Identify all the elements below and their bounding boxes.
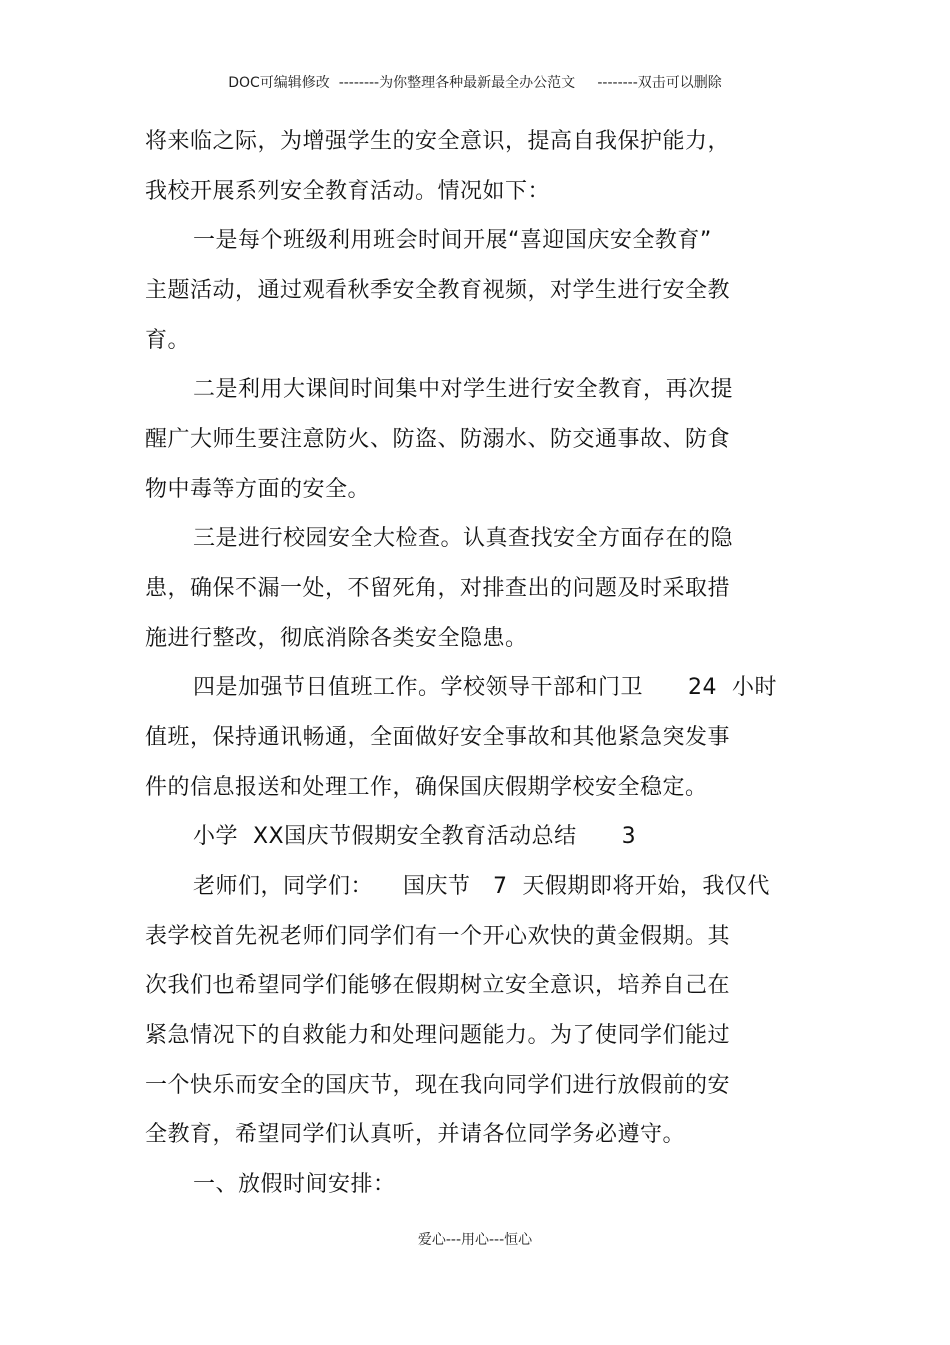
- body-line: 物中毒等方面的安全。: [145, 477, 371, 502]
- page-footer: 爱心---用心---恒心: [417, 1232, 533, 1248]
- body-line: 一个快乐而安全的国庆节，现在我向同学们进行放假前的安: [145, 1073, 731, 1098]
- body-line: 表学校首先祝老师们同学们有一个开心欢快的黄金假期。其: [145, 924, 731, 949]
- body-line: 我校开展系列安全教育活动。情况如下：: [145, 179, 551, 204]
- body-line: 育。: [145, 328, 191, 353]
- body-line: 患，确保不漏一处，不留死角，对排查出的问题及时采取措: [145, 576, 731, 601]
- body-line: 二是利用大课间时间集中对学生进行安全教育，再次提: [193, 377, 734, 402]
- body-line: 醒广大师生要注意防火、防盗、防溺水、防交通事故、防食: [145, 427, 731, 452]
- page-header: DOC可编辑修改 --------为你整理各种最新最全办公范文 --------双击可以删除: [228, 75, 722, 91]
- body-line: 三是进行校园安全大检查。认真查找安全方面存在的隐: [193, 526, 734, 551]
- body-line: 四是加强节日值班工作。学校领导干部和门卫 24 小时: [193, 675, 777, 700]
- body-line: 主题活动，通过观看秋季安全教育视频，对学生进行安全教: [145, 278, 731, 303]
- body-line: 紧急情况下的自救能力和处理问题能力。为了使同学们能过: [145, 1023, 731, 1048]
- body-line: 将来临之际，为增强学生的安全意识，提高自我保护能力，: [145, 129, 731, 154]
- body-line: 施进行整改，彻底消除各类安全隐患。: [145, 626, 528, 651]
- body-line: 件的信息报送和处理工作，确保国庆假期学校安全稳定。: [145, 775, 708, 800]
- subheading: 一、放假时间安排：: [193, 1172, 396, 1197]
- body-line: 次我们也希望同学们能够在假期树立安全意识，培养自己在: [145, 973, 731, 998]
- section-title: 小学 XX国庆节假期安全教育活动总结 3: [193, 824, 637, 849]
- body-line: 值班，保持通讯畅通，全面做好安全事故和其他紧急突发事: [145, 725, 731, 750]
- body-line: 全教育，希望同学们认真听，并请各位同学务必遵守。: [145, 1122, 686, 1147]
- body-line: 一是每个班级利用班会时间开展“喜迎国庆安全教育”: [193, 228, 712, 253]
- body-line: 老师们，同学们： 国庆节 7 天假期即将开始，我仅代: [193, 874, 770, 899]
